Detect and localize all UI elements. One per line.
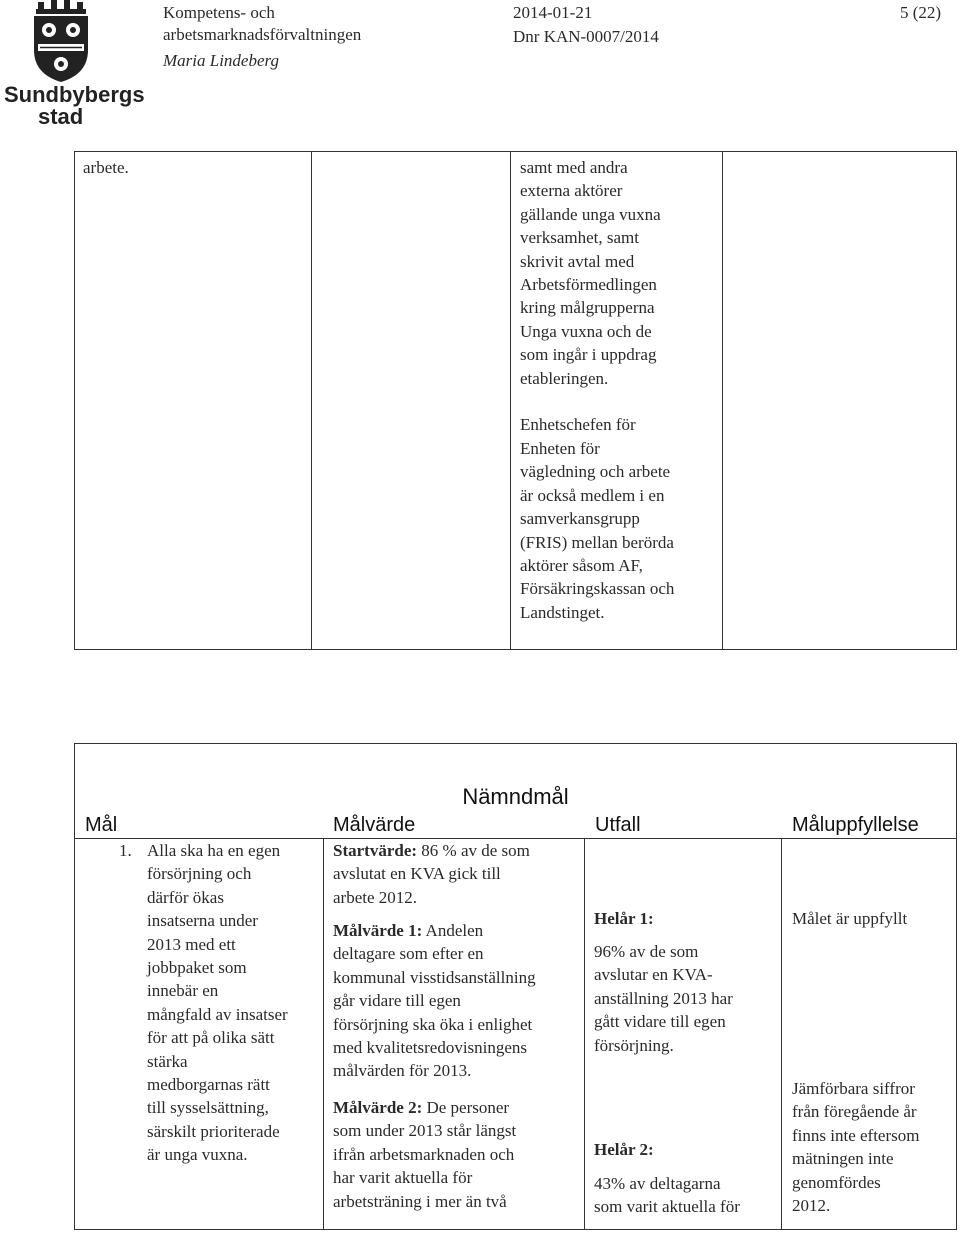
column-header-malvarde: Målvärde <box>333 814 416 836</box>
text-line: Enheten för <box>520 438 600 458</box>
document-number: Dnr KAN-0007/2014 <box>513 27 659 46</box>
target-value-2-line: har varit aktuella för <box>333 1168 473 1188</box>
cell-outcome-continuation <box>520 156 720 624</box>
coat-of-arms-icon <box>0 0 125 84</box>
target-value-1-line: deltagare som efter en <box>333 944 484 964</box>
logo-text-line-2: stad <box>38 104 84 129</box>
target-value-2-line: arbetsträning i mer än två <box>333 1191 507 1211</box>
target-value-2-line: De personer <box>422 1098 510 1117</box>
page-header <box>0 0 960 140</box>
target-value-1-line: med kvalitetsredovisningens <box>333 1038 528 1058</box>
note-line: finns inte eftersom <box>792 1125 920 1145</box>
column-divider <box>510 152 511 649</box>
goal-line: till sysselsättning, <box>147 1098 269 1118</box>
target-value-2-line: som under 2013 står längst <box>333 1121 517 1141</box>
logo-text <box>4 84 145 128</box>
goal-line: innebär en <box>147 981 219 1001</box>
text-line: vägledning och arbete <box>520 462 671 482</box>
goal-line: är unga vuxna. <box>147 1145 248 1165</box>
text-line: Unga vuxna och de <box>520 321 652 341</box>
outcome-line: som varit aktuella för <box>594 1197 740 1217</box>
text-line <box>520 390 720 413</box>
column-header-utfall: Utfall <box>595 814 641 836</box>
text-line: som ingår i uppdrag <box>520 345 657 365</box>
cell-goal-continuation: arbete. <box>83 158 129 177</box>
goal-line: medborgarnas rätt <box>147 1075 270 1095</box>
document-date: 2014-01-21 <box>513 3 593 22</box>
target-value-1-label: Målvärde 1: <box>333 921 423 940</box>
table-title: Nämndmål <box>462 784 569 809</box>
text-line: externa aktörer <box>520 181 623 201</box>
note-line: mätningen inte <box>792 1149 894 1169</box>
outcome-line: avslutar en KVA- <box>594 965 713 985</box>
text-line: (FRIS) mellan berörda <box>520 532 674 552</box>
text-line: aktörer såsom AF, <box>520 555 643 575</box>
goal-line: jobbpaket som <box>147 958 247 978</box>
goal-note <box>792 1077 957 1217</box>
department-line: arbetsmarknadsförvaltningen <box>163 25 362 44</box>
text-line: skrivit avtal med <box>520 251 635 271</box>
column-divider <box>781 838 782 1229</box>
page-number: 5 (22) <box>900 3 942 22</box>
column-divider <box>323 838 324 1229</box>
target-value-1 <box>333 919 583 1083</box>
column-divider <box>722 152 723 649</box>
start-value-line: avslutat en KVA gick till <box>333 864 501 884</box>
department-line: Kompetens- och <box>163 3 275 22</box>
note-line: genomfördes <box>792 1172 881 1192</box>
outcome-year-2-label: Helår 2: <box>594 1140 654 1159</box>
text-line: gällande unga vuxna <box>520 204 661 224</box>
target-value-2-label: Målvärde 2: <box>333 1098 423 1117</box>
goal-line: insatserna under <box>147 911 258 931</box>
target-value-2-line: ifrån arbetsmarknaden och <box>333 1144 515 1164</box>
outcome-line: 43% av deltagarna <box>594 1174 721 1193</box>
text-line: samt med andra <box>520 158 628 177</box>
goal-text <box>147 839 322 1167</box>
note-line: från föregående år <box>792 1102 917 1122</box>
namndmal-table <box>74 743 957 1230</box>
outcome-year-2-text <box>594 1172 779 1219</box>
logo-text-line-1: Sundbybergs <box>4 82 145 107</box>
goal-line: stärka <box>147 1051 188 1071</box>
column-divider <box>584 838 585 1229</box>
goal-status: Målet är uppfyllt <box>792 909 908 928</box>
target-value-1-line: målvärden för 2013. <box>333 1061 472 1081</box>
target-value-1-line: kommunal visstidsanställning <box>333 967 536 987</box>
text-line: Enhetschefen för <box>520 415 636 435</box>
outcome-year-1-text <box>594 940 779 1057</box>
target-value-2 <box>333 1096 583 1213</box>
target-value-1-line: Andelen <box>422 921 484 940</box>
text-line: kring målgrupperna <box>520 298 655 318</box>
outcome-year-1-label: Helår 1: <box>594 909 654 928</box>
column-header-maluppfyllelse: Måluppfyllelse <box>792 814 919 836</box>
note-line: 2012. <box>792 1196 831 1216</box>
goal-line: 2013 med ett <box>147 934 236 954</box>
start-value-line: 86 % av de som <box>417 841 530 860</box>
text-line: är också medlem i en <box>520 485 665 505</box>
text-line: etableringen. <box>520 368 609 388</box>
column-header-mal: Mål <box>85 814 118 836</box>
author: Maria Lindeberg <box>163 51 280 70</box>
text-line: Arbetsförmedlingen <box>520 275 657 295</box>
target-value-1-line: försörjning ska öka i enlighet <box>333 1014 533 1034</box>
start-value-line: arbete 2012. <box>333 887 418 907</box>
outcome-line: 96% av de som <box>594 942 699 961</box>
note-line: Jämförbara siffror <box>792 1079 915 1098</box>
start-value-label: Startvärde: <box>333 841 418 860</box>
goal-line: mångfald av insatser <box>147 1004 288 1024</box>
department <box>163 2 463 46</box>
column-divider <box>311 152 312 649</box>
outcome-line: gått vidare till egen <box>594 1012 726 1032</box>
goal-line: därför ökas <box>147 887 224 907</box>
start-value <box>333 839 583 909</box>
goal-line: Alla ska ha en egen <box>147 841 281 860</box>
goal-line: för att på olika sätt <box>147 1028 275 1048</box>
text-line: samverkansgrupp <box>520 509 640 529</box>
goal-line: försörjning och <box>147 864 252 884</box>
goal-number: 1. <box>119 841 132 860</box>
text-line: Landstinget. <box>520 602 605 622</box>
text-line: verksamhet, samt <box>520 228 639 248</box>
outcome-line: försörjning. <box>594 1035 674 1055</box>
target-value-1-line: går vidare till egen <box>333 991 461 1011</box>
outcome-line: anställning 2013 har <box>594 988 733 1008</box>
text-line: Försäkringskassan och <box>520 579 675 599</box>
goal-line: särskilt prioriterade <box>147 1121 280 1141</box>
continuation-table <box>74 151 957 650</box>
